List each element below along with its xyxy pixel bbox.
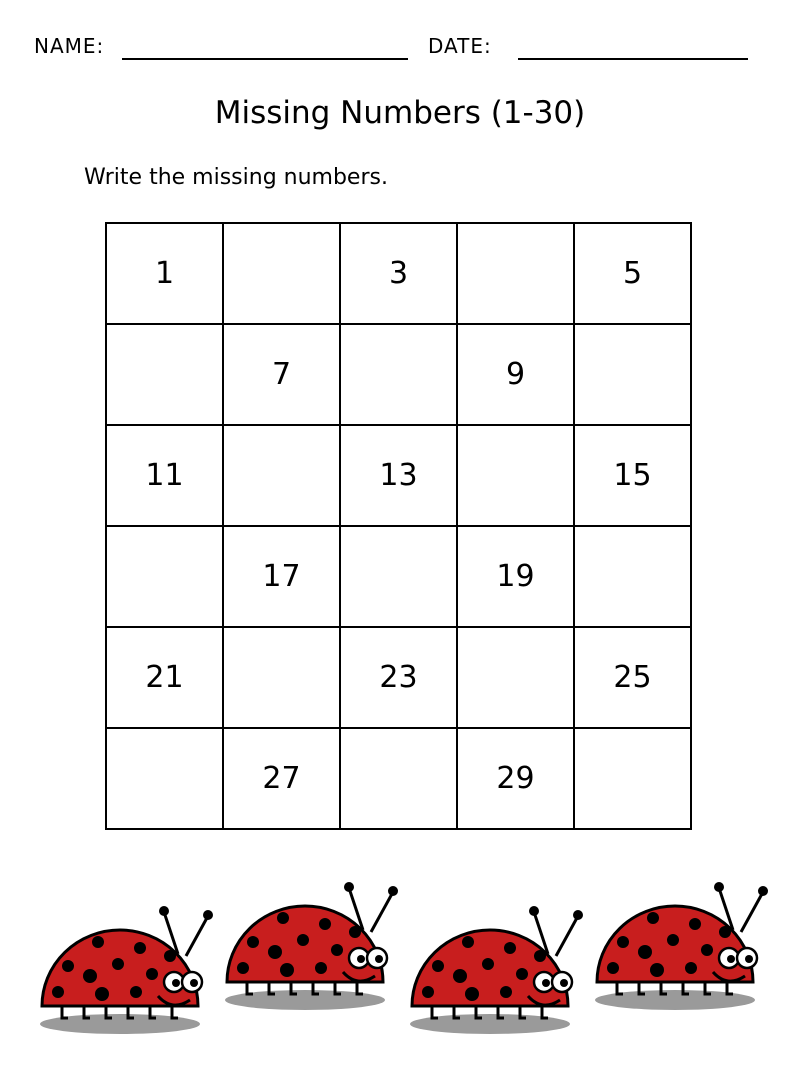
grid-cell-number: 1 <box>106 223 223 324</box>
date-field[interactable] <box>518 58 748 60</box>
grid-cell-blank[interactable] <box>340 324 457 425</box>
grid-cell-blank[interactable] <box>574 324 691 425</box>
grid-cell-blank[interactable] <box>574 728 691 829</box>
grid-cell-number: 29 <box>457 728 574 829</box>
grid-cell-blank[interactable] <box>457 425 574 526</box>
grid-row <box>106 425 691 526</box>
grid-cell-number: 13 <box>340 425 457 526</box>
grid-cell-blank[interactable] <box>223 223 340 324</box>
grid-row <box>106 526 691 627</box>
name-field[interactable] <box>122 58 408 60</box>
grid-cell-blank[interactable] <box>223 425 340 526</box>
grid-cell-blank[interactable] <box>106 526 223 627</box>
ladybug-icon <box>225 882 398 1010</box>
ladybug-icon <box>595 882 768 1010</box>
grid-cell-number: 15 <box>574 425 691 526</box>
ladybug-illustrations <box>0 840 800 1040</box>
page-title: Missing Numbers (1-30) <box>214 95 586 131</box>
grid-row <box>106 324 691 425</box>
name-label: NAME: <box>34 34 105 58</box>
grid-cell-number: 11 <box>106 425 223 526</box>
grid-row <box>106 728 691 829</box>
ladybug-decorations <box>0 840 800 1040</box>
grid-cell-blank[interactable] <box>457 223 574 324</box>
grid-cell-number: 7 <box>223 324 340 425</box>
grid-cell-number: 9 <box>457 324 574 425</box>
grid-cell-blank[interactable] <box>340 526 457 627</box>
grid-cell-number: 27 <box>223 728 340 829</box>
grid-cell-blank[interactable] <box>574 526 691 627</box>
grid-cell-number: 19 <box>457 526 574 627</box>
number-grid <box>105 222 692 830</box>
grid-cell-number: 17 <box>223 526 340 627</box>
ladybug-icon <box>40 906 213 1034</box>
grid-cell-number: 5 <box>574 223 691 324</box>
grid-cell-blank[interactable] <box>106 324 223 425</box>
grid-cell-blank[interactable] <box>457 627 574 728</box>
instructions: Write the missing numbers. <box>84 165 388 190</box>
ladybug-icon <box>410 906 583 1034</box>
grid-cell-blank[interactable] <box>340 728 457 829</box>
grid-cell-blank[interactable] <box>106 728 223 829</box>
grid-cell-number: 23 <box>340 627 457 728</box>
header <box>34 34 754 64</box>
grid-row <box>106 627 691 728</box>
date-label: DATE: <box>428 34 492 58</box>
grid-row <box>106 223 691 324</box>
grid-cell-blank[interactable] <box>223 627 340 728</box>
grid-cell-number: 25 <box>574 627 691 728</box>
grid-cell-number: 3 <box>340 223 457 324</box>
grid-cell-number: 21 <box>106 627 223 728</box>
